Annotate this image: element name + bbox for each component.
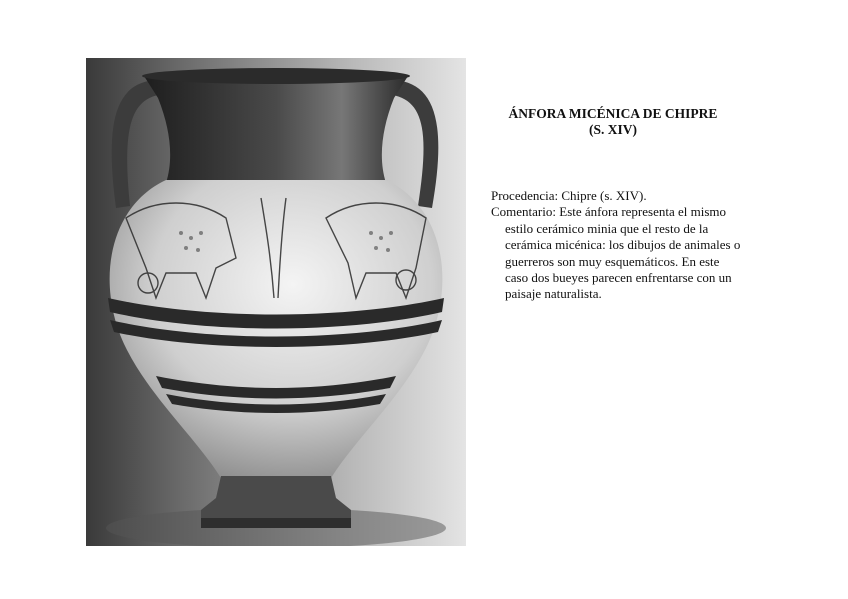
document-title [500, 106, 726, 138]
procedencia-paragraph [491, 188, 741, 204]
comentario-label: Comentario: [491, 204, 556, 220]
description-block [491, 188, 741, 303]
comentario-paragraph [491, 204, 741, 302]
procedencia-label: Procedencia: [491, 188, 559, 203]
comentario-value: Este ánfora representa el mismo estilo cerámico minia que el resto de la cerámica micénica: los dibujos de animales o guerreros son muy esquemáticos. En este caso dos bueyes parecen enfrentarse con un paisaje naturalista. [505, 204, 741, 302]
amphora-photo [86, 58, 466, 546]
title-line-2: (S. XIV) [588, 122, 637, 137]
procedencia-value: Chipre (s. XIV). [561, 188, 647, 203]
title-line-1: ÁNFORA MICÉNICA DE CHIPRE [508, 106, 718, 121]
